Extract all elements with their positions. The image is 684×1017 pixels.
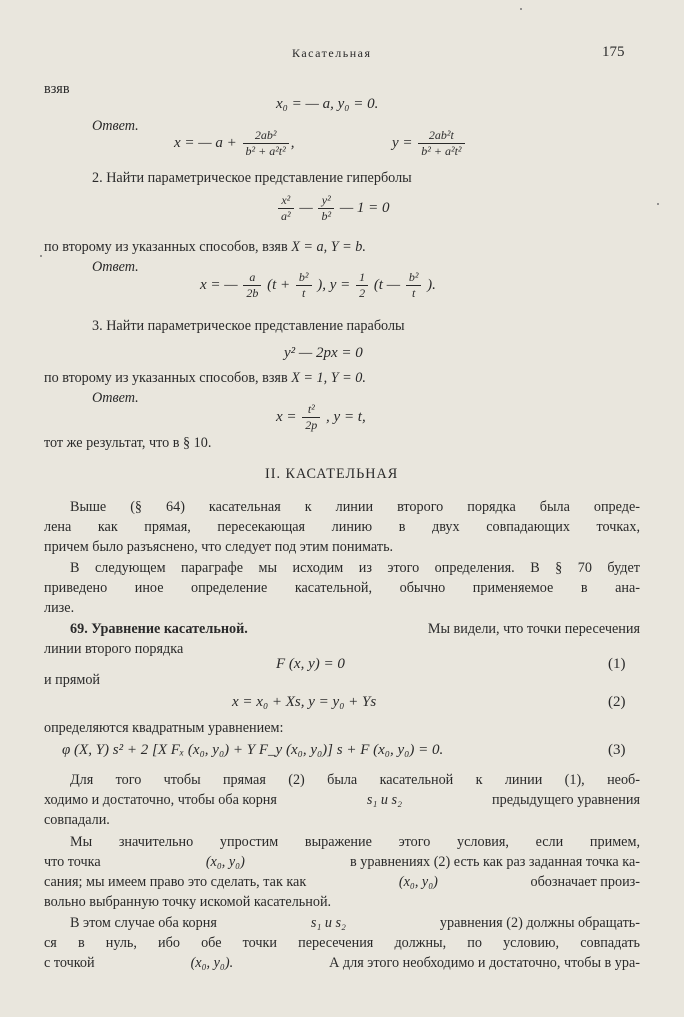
par2-line2: приведено иное определение касательной, обычно применяемое в ана- [44, 580, 640, 596]
text-vzyav: взяв [44, 81, 70, 97]
answer-label-3: Ответ. [92, 390, 139, 406]
section-title: II. КАСАТЕЛЬНАЯ [265, 466, 399, 482]
page-number: 175 [602, 44, 625, 60]
par69-line1: 69. Уравнение касательной. Мы видели, что точки пересечения [70, 621, 640, 637]
eq-y-answer: y = $\frac{\text{2ab²t}}{\text{b² + a²t²}}$ [392, 128, 467, 159]
eq-3: φ (X, Y) s² + 2 [X Fₓ (x₀, y₀) + Y F_y (x₀, y₀)] s + F (x₀, y₀) = 0. [62, 742, 444, 758]
text-vtoromu-1: по второму из указанных способов, взяв X = a, Y = b. [44, 239, 366, 255]
text-tot-zhe: тот же результат, что в § 10. [44, 435, 212, 451]
par4-line2: что точка (x₀, y₀) в уравнениях (2) есть как раз заданная точка ка- [44, 854, 640, 870]
text-i-pryamoy: и прямой [44, 672, 101, 688]
eq-parabola-param: x = $\frac{\text{t²}}{2p}$ , y = t, [276, 402, 366, 432]
par5-line1: В этом случае оба корня s₁ и s₂ уравнения (2) должны обращать- [70, 915, 640, 931]
problem-3: 3. Найти параметрическое представление параболы [92, 318, 405, 334]
eq-2: x = x₀ + Xs, y = y₀ + Ys [232, 694, 377, 710]
eq-hyperbola-param: x = — $\frac{a}{2b}$ (t + $\frac{\text{b²}}{t}$ ), y = $\frac{1}{2}$ (t — $\frac{\text{b²}}{t}$ ). [200, 270, 436, 300]
par5-line3: с точкой (x₀, y₀). А для этого необходимо и достаточно, чтобы в ура- [44, 955, 640, 971]
eq-parabola: y² — 2px = 0 [284, 345, 363, 361]
par3-line1: Для того чтобы прямая (2) была касательной к линии (1), необ- [70, 772, 640, 788]
par2-line1: В следующем параграфе мы исходим из этого определения. В § 70 будет [70, 560, 640, 576]
par1-line3: причем было разъяснено, что следует под этим понимать. [44, 539, 394, 555]
eq-3-number: (3) [608, 742, 626, 758]
problem-2: 2. Найти параметрическое представление гиперболы [92, 170, 412, 186]
par4-line4: вольно выбранную точку искомой касательной. [44, 894, 332, 910]
par1-line1: Выше (§ 64) касательная к линии второго порядка была опреде- [70, 499, 640, 515]
par1-line2: лена как прямая, пересекающая линию в двух совпадающих точках, [44, 519, 640, 535]
text-opredelyayutsya: определяются квадратным уравнением: [44, 720, 284, 736]
eq-hyperbola: $\frac{\text{x²}}{\text{a²}}$ — $\frac{\text{y²}}{\text{b²}}$ — 1 = 0 [276, 193, 390, 224]
par69-line2: линии второго порядка [44, 641, 184, 657]
scan-speck [40, 255, 42, 257]
par3-line3: совпадали. [44, 812, 110, 828]
par2-line3: лизе. [44, 600, 75, 616]
eq-x-answer: x = — a + $\frac{\text{2ab²}}{\text{b² + a²t²}}$ , [174, 128, 295, 158]
scan-speck [520, 8, 522, 10]
running-header: Касательная [292, 46, 372, 60]
par4-line3: сания; мы имеем право это сделать, так как (x₀, y₀) обозначает произ- [44, 874, 640, 890]
par3-line2: ходимо и достаточно, чтобы оба корня s₁ и s₂ предыдущего уравнения [44, 792, 640, 808]
eq-1: F (x, y) = 0 [276, 656, 345, 672]
scan-speck [657, 203, 659, 205]
eq-initial-point: x₀ = — a, y₀ = 0. [276, 96, 379, 112]
text-vtoromu-2: по второму из указанных способов, взяв X = 1, Y = 0. [44, 370, 366, 386]
answer-label-2: Ответ. [92, 259, 139, 275]
par5-line2: ся в нуль, ибо обе точки пересечения должны, по условию, совпадать [44, 935, 640, 951]
answer-label-1: Ответ. [92, 118, 139, 134]
par4-line1: Мы значительно упростим выражение этого условия, если примем, [70, 834, 640, 850]
eq-1-number: (1) [608, 656, 626, 672]
eq-2-number: (2) [608, 694, 626, 710]
